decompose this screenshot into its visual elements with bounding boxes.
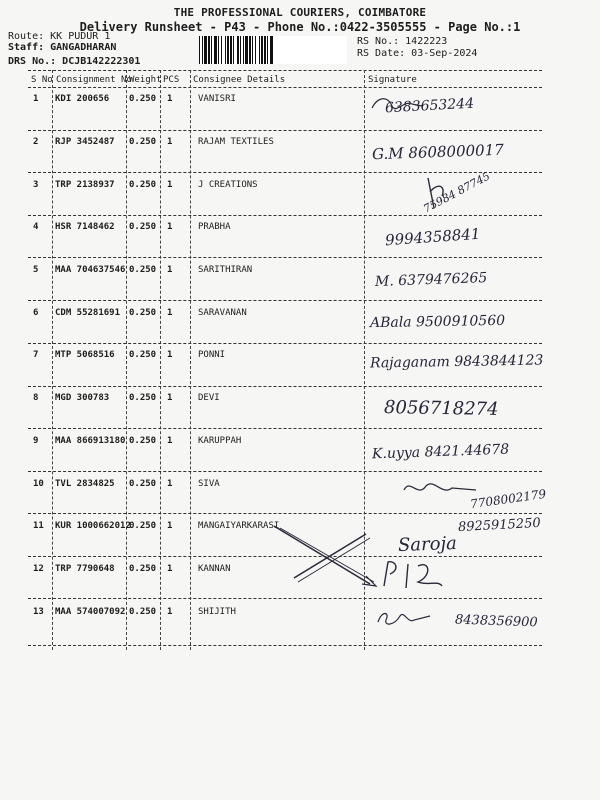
row-pcs: 1 [167,265,173,275]
rs-date: RS Date: 03-Sep-2024 [357,48,478,59]
row-signature: 8056718274 [383,397,499,420]
row-divider [28,215,542,216]
row-signature: M. 6379476265 [374,270,488,290]
row-signature: Saroja [397,532,458,557]
row-pcs: 1 [167,350,173,360]
barcode [199,36,347,64]
row-divider [28,513,542,514]
row-signature: 9994358841 [384,224,481,250]
runsheet-title: Delivery Runsheet - P43 - Phone No.:0422-3505555 - Page No.:1 [79,20,521,34]
signature-scribble [374,606,434,632]
row-pcs: 1 [167,94,173,104]
row-weight: 0.250 [129,521,157,531]
row-consignment: HSR 7148462 [55,222,115,232]
row-consignee: SARITHIRAN [198,265,253,275]
row-divider [28,471,542,472]
route-label: Route: KK PUDUR 1 [8,31,111,42]
company-name: THE PROFESSIONAL COURIERS, COIMBATORE [173,6,427,19]
header-pcs: PCS [163,75,180,85]
drs-number: DRS No.: DCJB142222301 [8,56,141,67]
row-divider [28,300,542,301]
header-weight: Weight [129,75,162,85]
row-consignee: J CREATIONS [198,180,258,190]
row-signature: 75984 87745 [421,169,493,216]
row-weight: 0.250 [129,479,157,489]
column-divider [126,70,127,650]
signature-scribble [368,92,428,122]
row-pcs: 1 [167,222,173,232]
row-signature: K.uyya 8421.44678 [371,441,510,463]
row-sno: 7 [33,350,39,360]
row-consignment: CDM 55281691 [55,308,121,318]
row-sno: 9 [33,436,39,446]
signature-scribble [420,172,460,212]
row-consignee: KANNAN [198,564,231,574]
row-consignment: MAA 866913180 [55,436,126,446]
table-bottom-line [28,645,542,646]
row-consignment: TRP 7790648 [55,564,115,574]
row-consignee: SHIJITH [198,607,236,617]
row-pcs: 1 [167,436,173,446]
row-pcs: 1 [167,180,173,190]
column-divider [52,70,53,650]
row-sno: 6 [33,308,39,318]
row-weight: 0.250 [129,350,157,360]
row-consignee: VANISRI [198,94,236,104]
column-divider [160,70,161,650]
row-consignment: TVL 2834825 [55,479,115,489]
row-consignment: KDI 200656 [55,94,110,104]
row-weight: 0.250 [129,564,157,574]
row-weight: 0.250 [129,222,157,232]
row-pcs: 1 [167,308,173,318]
row-sno: 8 [33,393,39,403]
row-signature: 6383653244 [384,95,475,117]
row-divider [28,172,542,173]
row-pcs: 1 [167,564,173,574]
row-weight: 0.250 [129,436,157,446]
header-consignment: Consignment No [56,75,132,85]
row-pcs: 1 [167,393,173,403]
staff-label: Staff: GANGADHARAN [8,42,117,53]
row-consignee: KARUPPAH [198,436,242,446]
row-pcs: 1 [167,137,173,147]
row-consignment: MGD 300783 [55,393,110,403]
row-signature: Rajaganam 9843844123 [369,352,544,372]
row-pcs: 1 [167,607,173,617]
row-sno: 5 [33,265,39,275]
row-sno: 1 [33,94,39,104]
row-weight: 0.250 [129,180,157,190]
row-weight: 0.250 [129,607,157,617]
row-consignment: MAA 704637546 [55,265,126,275]
row-consignment: MTP 5068516 [55,350,115,360]
row-weight: 0.250 [129,265,157,275]
row-consignee: DEVI [198,393,220,403]
row-consignee: PRABHA [198,222,231,232]
table-top-line [28,70,542,71]
row-divider [28,598,542,599]
row-divider [28,257,542,258]
header-consignee: Consignee Details [193,75,286,85]
row-divider [28,130,542,131]
row-sno: 13 [33,607,44,617]
row-sno: 3 [33,180,39,190]
row-signature: 8438356900 [454,612,538,631]
row-pcs: 1 [167,479,173,489]
row-signature: ABala 9500910560 [369,312,506,332]
row-signature: 7708002179 [469,486,547,512]
row-sno: 2 [33,137,39,147]
table-header-line [28,87,542,88]
row-pcs: 1 [167,521,173,531]
row-consignment: MAA 574007092 [55,607,126,617]
row-divider [28,343,542,344]
row-signature: 8925915250 [457,515,542,536]
signature-scribble [400,476,480,500]
barcode-bar [273,36,274,64]
cross-mark [270,520,380,590]
row-consignment: KUR 1000662012 [55,521,131,531]
row-consignee: RAJAM TEXTILES [198,137,274,147]
row-weight: 0.250 [129,137,157,147]
signature-scribble [378,556,448,594]
row-sno: 10 [33,479,44,489]
row-consignee: SIVA [198,479,220,489]
row-consignee: SARAVANAN [198,308,247,318]
row-weight: 0.250 [129,308,157,318]
row-weight: 0.250 [129,94,157,104]
row-weight: 0.250 [129,393,157,403]
header-signature: Signature [368,75,417,85]
row-consignment: RJP 3452487 [55,137,115,147]
row-consignee: MANGAIYARKARASI [198,521,280,531]
row-sno: 11 [33,521,44,531]
header-sno: S No [31,75,53,85]
row-divider [28,386,542,387]
row-consignee: PONNI [198,350,226,360]
row-divider [28,428,542,429]
row-sno: 4 [33,222,39,232]
row-signature: G.M 8608000017 [371,140,505,164]
rs-number: RS No.: 1422223 [357,36,448,47]
row-consignment: TRP 2138937 [55,180,115,190]
row-sno: 12 [33,564,44,574]
column-divider [190,70,191,650]
